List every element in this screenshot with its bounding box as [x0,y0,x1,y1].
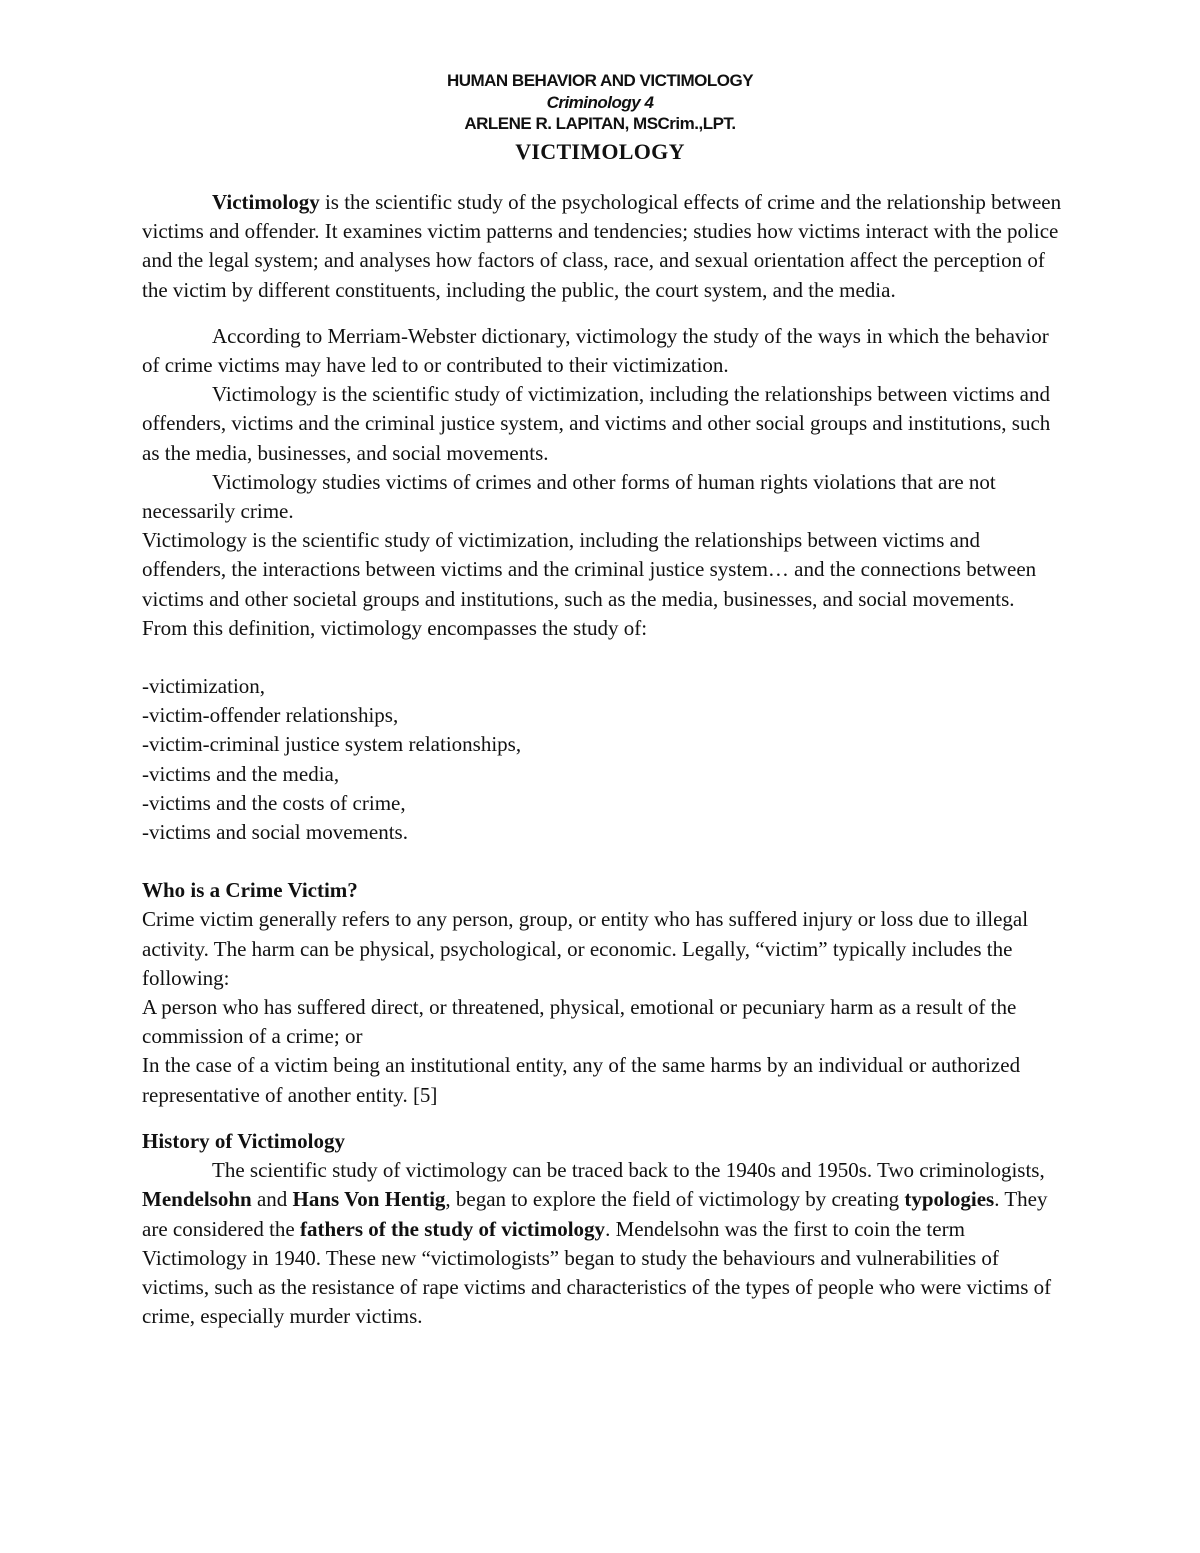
history-text: and [251,1187,293,1212]
name-mendelsohn: Mendelsohn [142,1187,252,1212]
name-von-hentig: Hans Von Hentig [292,1187,446,1212]
history-heading: History of Victimology [142,1128,345,1153]
history-text: The scientific study of victimology can be traced back to the 1940s and 1950s. Two criminologists, [212,1158,1045,1183]
history-text: . They are considered the [142,1187,1048,1241]
document-body [142,188,1062,1331]
spacer [142,1110,1062,1127]
author-name: ARLENE R. LAPITAN, MSCrim.,LPT. [464,114,736,133]
subject-code: Criminology 4 [546,93,654,112]
list-item: -victims and the media, [142,761,340,786]
list-item: -victim-criminal justice system relationships, [142,732,522,757]
study-list [142,672,1062,847]
crime-victim-paragraph-1: Crime victim generally refers to any person, group, or entity who has suffered injury or loss due to illegal activity. The harm can be physical, psychological, or economic. Legally, “victim” typically includes the following: [142,907,1029,990]
term-typologies: typologies [904,1187,995,1212]
history-text: , began to explore the field of victimology by creating [445,1187,905,1212]
history-text: . Mendelsohn was the first to coin the term Victimology in 1940. These new “victimologists” began to study the behaviours and vulnerabilities of victims, such as the resistance of rape victims and characteristics of the types of people who were victims of crime, especially murder victims. [142,1216,1052,1329]
intro-paragraph-1-text: is the scientific study of the psychological effects of crime and the relationship between victims and offender. It examines victim patterns and tendencies; studies how victims interact with the police and the legal system; and analyses how factors of class, race, and sexual orientation affect the perception of the victim by different constituents, including the public, the court system, and the media. [142,190,1062,302]
intro-paragraph-5: Victimology is the scientific study of victimization, including the relationships between victims and offenders, the interactions between victims and the criminal justice system… and the connections between victims and other societal groups and institutions, such as the media, businesses, and social movements. From this definition, victimology encompasses the study of: [142,528,1037,640]
history-paragraph [142,1156,1062,1331]
crime-victim-paragraph-3: In the case of a victim being an institutional entity, any of the same harms by an individual or authorized representative of another entity. [5] [142,1053,1021,1107]
term-victimology: Victimology [212,190,320,214]
list-item: -victimization, [142,674,266,699]
crime-victim-paragraph-2: A person who has suffered direct, or threatened, physical, emotional or pecuniary harm as a result of the commission of a crime; or [142,995,1017,1049]
document-header [0,70,1200,167]
document-title: VICTIMOLOGY [515,139,685,164]
intro-paragraph-1 [142,188,1062,305]
spacer [142,847,1062,876]
intro-paragraph-3: Victimology is the scientific study of victimization, including the relationships between victims and offenders, victims and the criminal justice system, and victims and other social groups and institutions, such as the media, businesses, and social movements. [142,382,1051,465]
list-item: -victim-offender relationships, [142,703,399,728]
crime-victim-heading: Who is a Crime Victim? [142,878,358,903]
term-fathers: fathers of the study of victimology [300,1216,606,1241]
spacer [142,305,1062,322]
course-title: HUMAN BEHAVIOR AND VICTIMOLOGY [446,71,754,90]
spacer [142,643,1062,672]
list-item: -victims and social movements. [142,820,408,845]
intro-paragraph-4: Victimology studies victims of crimes and other forms of human rights violations that are not necessarily crime. [142,469,996,524]
intro-paragraph-2: According to Merriam-Webster dictionary, victimology the study of the ways in which the behavior of crime victims may have led to or contributed to their victimization. [142,323,1049,378]
list-item: -victims and the costs of crime, [142,790,406,815]
